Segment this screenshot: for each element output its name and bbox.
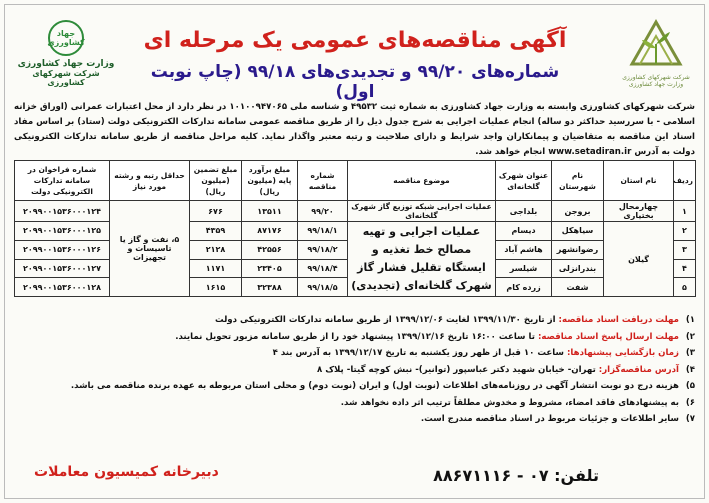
- col-header-province: نام استان: [604, 161, 674, 201]
- cell-tender-number: ۹۹/۲۰: [298, 201, 348, 222]
- intro-text-end: انجام خواهد شد.: [475, 147, 546, 157]
- note-label: مهلت ارسال پاسخ اسناد مناقصه:: [537, 331, 679, 342]
- cell-index: ۵: [674, 278, 696, 297]
- cell-estimate: ۴۲۵۵۶: [242, 240, 298, 259]
- note-text: هزینه درج دو نوبت انتشار آگهی در روزنامه‌های اطلاعات (نوبت اول) و ایران (نوبت دوم) و محلی استان مربوطه به عهده برنده مناقصه می باشد.: [70, 381, 679, 391]
- note-number: ۲): [685, 331, 695, 342]
- cell-index: ۱: [674, 201, 696, 222]
- cell-tender-number: ۹۹/۱۸/۵: [298, 278, 348, 297]
- cell-tender-number: ۹۹/۱۸/۴: [298, 259, 348, 278]
- cell-province: گیلان: [604, 222, 674, 297]
- cell-call-number: ۲۰۹۹۰۰۱۵۳۶۰۰۰۱۲۶: [15, 240, 110, 259]
- col-header-rank: حداقل رتبه و رشته مورد نیاز: [110, 161, 190, 201]
- footer-phone: تلفن: ۰۷ - ۸۸۶۷۱۱۱۶: [433, 466, 599, 485]
- note-number: ۵): [685, 381, 695, 391]
- cell-subject: عملیات اجرایی و تهیه مصالح خط تغذیه و ایستگاه تقلیل فشار گاز شهرک گلخانه‌ای (تجدیدی): [348, 222, 496, 297]
- note-text: تهران- خیابان شهید دکتر عباسپور (توانیر)- نبش کوچه گیتا- پلاک ۸: [316, 364, 599, 375]
- cell-rank: ۵، نفت و گاز یا تاسیسات و تجهیزات: [110, 201, 190, 297]
- logo-right-company-text: شرکت شهرکهای کشاورزی: [622, 74, 690, 81]
- note-number: ۴): [685, 364, 695, 375]
- cell-subject: عملیات اجرایی شبکه توزیع گاز شهرک گلخانه‌ای: [348, 201, 496, 222]
- note-item: [14, 395, 695, 412]
- cell-guarantee: ۶۷۶: [190, 201, 242, 222]
- cell-town: هاشم آباد: [496, 240, 552, 259]
- company-logo: [613, 14, 699, 94]
- table-row: [15, 201, 696, 222]
- logo-ministry-text: وزارت جهاد کشاورزی: [17, 59, 115, 69]
- cell-estimate: ۳۲۳۸۸: [242, 278, 298, 297]
- cell-city: شفت: [552, 278, 604, 297]
- col-header-estimate: مبلغ برآورد پایه (میلیون ریال): [242, 161, 298, 201]
- col-header-guarantee: مبلغ تضمین (میلیون ریال): [190, 161, 242, 201]
- note-label: مهلت دریافت اسناد مناقصه:: [558, 315, 679, 325]
- cell-city: رضوانشهر: [552, 240, 604, 259]
- col-header-tender-number: شماره مناقصه: [298, 161, 348, 201]
- setadiran-link[interactable]: www.setadiran.ir: [548, 147, 632, 157]
- note-item: [14, 378, 695, 395]
- jahad-emblem-icon: جهاد کشاورزی: [48, 20, 84, 56]
- cell-town: زرده کام: [496, 278, 552, 297]
- jahad-logo: [14, 20, 118, 92]
- cell-province: چهارمحال بختیاری: [604, 201, 674, 222]
- note-text: تا ساعت ۱۶:۰۰ تاریخ ۱۳۹۹/۱۲/۱۶ پیشنهاد خود را از طریق سامانه مزبور تحویل نمایند.: [175, 331, 538, 342]
- cell-city: بندرانزلی: [552, 259, 604, 278]
- cell-guarantee: ۱۱۷۱: [190, 259, 242, 278]
- cell-call-number: ۲۰۹۹۰۰۱۵۳۶۰۰۰۱۲۴: [15, 201, 110, 222]
- cell-city: بروجن: [552, 201, 604, 222]
- col-header-subject: موضوع مناقصه: [348, 161, 496, 201]
- notice-title: آگهی مناقصه‌های عمومی یک مرحله ای: [143, 28, 567, 53]
- table-header-row: [15, 161, 696, 201]
- tender-table: [14, 160, 696, 297]
- note-text: ساعت ۱۰ قبل از ظهر روز یکشنبه به تاریخ ۱۳۹۹/۱۲/۱۷ به آدرس بند ۴: [272, 348, 567, 358]
- note-item: [14, 312, 695, 329]
- cell-guarantee: ۴۳۵۹: [190, 222, 242, 241]
- cell-estimate: ۱۳۵۱۱: [242, 201, 298, 222]
- note-text: سایر اطلاعات و جزئیات مربوط در اسناد مناقصه مندرج است.: [420, 414, 679, 424]
- cell-estimate: ۲۳۴۰۵: [242, 259, 298, 278]
- note-label: آدرس مناقصه‌گزار:: [598, 364, 679, 375]
- greenhouse-logo-icon: [626, 14, 686, 72]
- footer-secretariat: دبیرخانه کمیسیون معاملات: [34, 464, 219, 480]
- note-text: به پیشنهادهای فاقد امضاء، مشروط و مخدوش مطلقاً ترتیب اثر داده نخواهد شد.: [340, 397, 679, 408]
- note-item: [14, 345, 695, 362]
- cell-town: دیسام: [496, 222, 552, 241]
- cell-guarantee: ۲۱۲۸: [190, 240, 242, 259]
- cell-town: بلداجی: [496, 201, 552, 222]
- cell-call-number: ۲۰۹۹۰۰۱۵۳۶۰۰۰۱۲۸: [15, 278, 110, 297]
- note-item: [14, 362, 695, 379]
- col-header-call-number: شماره فراخوان در سامانه تدارکات الکترونیکی دولت: [15, 161, 110, 201]
- cell-index: ۲: [674, 222, 696, 241]
- cell-tender-number: ۹۹/۱۸/۲: [298, 240, 348, 259]
- cell-town: شیلسر: [496, 259, 552, 278]
- note-item: [14, 411, 695, 428]
- cell-call-number: ۲۰۹۹۰۰۱۵۳۶۰۰۰۱۲۵: [15, 222, 110, 241]
- cell-city: سیاهکل: [552, 222, 604, 241]
- cell-guarantee: ۱۶۱۵: [190, 278, 242, 297]
- notice-subtitle: شماره‌های ۹۹/۲۰ و تجدیدی‌های ۹۹/۱۸ (چاپ نوبت اول): [150, 62, 560, 102]
- logo-right-ministry-text: وزارت جهاد کشاورزی: [628, 81, 684, 88]
- intro-text: شرکت شهرکهای کشاورزی وابسته به وزارت جهاد کشاورزی به شماره ثبت ۴۹۵۳۲ و شناسه ملی ۱۰۱۰۰۹۴۷۰۶۵ در نظر دارد از محل اعتبارات عمرانی (اوراق خزانه اسلامی - با سررسید حداکثر دو ساله) انجام عملیات اجرایی به شرح جدول ذیل را از طریق مناقصه عمومی سامانه تدارکات الکترونیکی دولت (ستاد) بر اساس مفاد اسناد این مناقصه به متقاضیان و پیمانکاران واجد شرایط و دارای صلاحیت و رتبه معتبر واگذار نماید. کلیه مراحل مناقصه از طریق سامانه تدارکات الکترونیکی دولت به آدرس: [14, 102, 696, 157]
- cell-tender-number: ۹۹/۱۸/۱: [298, 222, 348, 241]
- note-number: ۷): [685, 414, 695, 424]
- cell-estimate: ۸۷۱۷۶: [242, 222, 298, 241]
- note-number: ۱): [685, 315, 695, 325]
- notes-list: [14, 312, 695, 428]
- note-label: زمان بازگشایی پیشنهادها:: [566, 348, 679, 358]
- note-number: ۳): [685, 348, 695, 358]
- cell-index: ۳: [674, 240, 696, 259]
- note-item: [14, 329, 695, 346]
- col-header-city: نام شهرستان: [552, 161, 604, 201]
- note-number: ۶): [685, 397, 695, 408]
- col-header-index: ردیف: [674, 161, 696, 201]
- logo-company-text: شرکت شهرکهای کشاورزی: [32, 69, 100, 87]
- cell-call-number: ۲۰۹۹۰۰۱۵۳۶۰۰۰۱۲۷: [15, 259, 110, 278]
- intro-paragraph: [14, 100, 695, 160]
- col-header-town: عنوان شهرک گلخانه‌ای: [496, 161, 552, 201]
- note-text: از تاریخ ۱۳۹۹/۱۱/۳۰ لغایت ۱۳۹۹/۱۲/۰۶ از طریق سامانه تدارکات الکترونیکی دولت: [214, 315, 559, 325]
- cell-index: ۴: [674, 259, 696, 278]
